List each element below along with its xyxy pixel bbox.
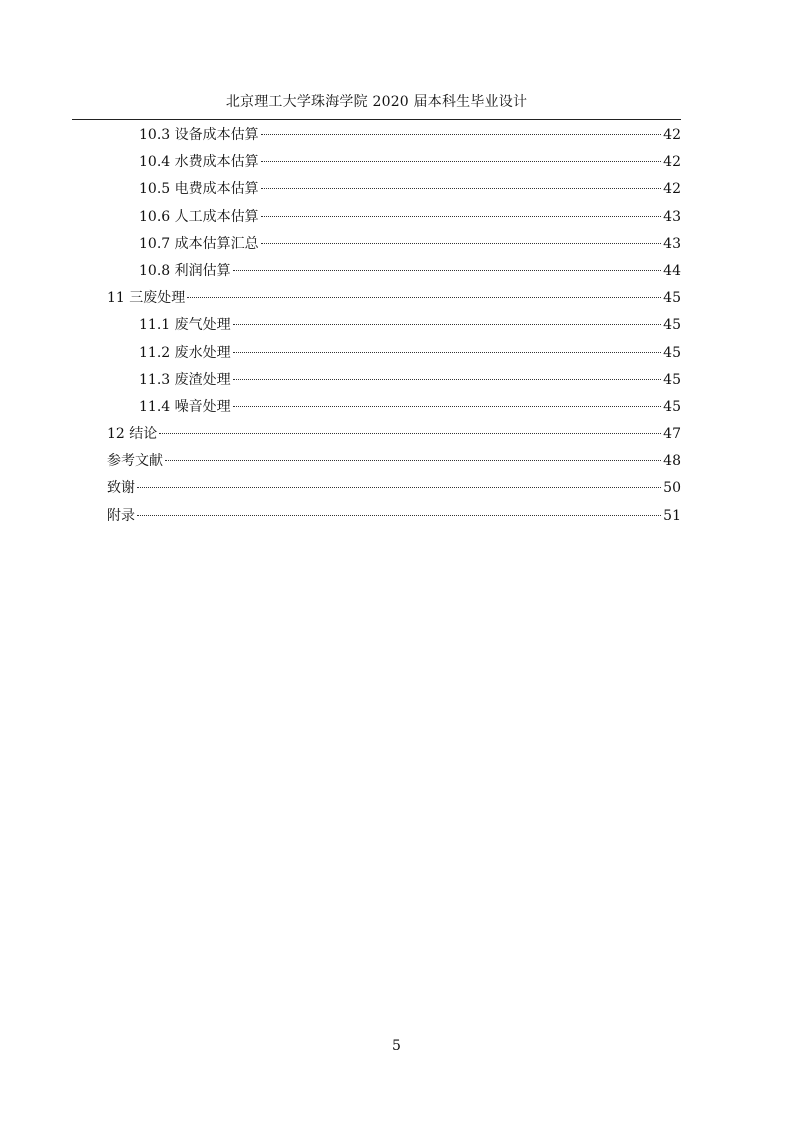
toc-entry-page: 45 xyxy=(663,317,681,334)
toc-dot-leader xyxy=(137,487,661,488)
toc-dot-leader xyxy=(159,433,661,434)
toc-dot-leader xyxy=(233,270,661,271)
toc-dot-leader xyxy=(233,352,661,353)
toc-entry-page: 44 xyxy=(663,262,681,279)
toc-entry-label: 10.6 人工成本估算 xyxy=(139,208,259,225)
toc-entry-page: 42 xyxy=(663,181,681,198)
toc-dot-leader xyxy=(261,243,661,244)
toc-entry[interactable] xyxy=(107,122,681,149)
toc-entry[interactable] xyxy=(107,312,681,339)
toc-entry[interactable] xyxy=(107,204,681,231)
toc-entry-label: 11 三废处理 xyxy=(107,290,186,307)
toc-dot-leader xyxy=(187,297,661,298)
header-divider xyxy=(72,119,681,120)
toc-dot-leader xyxy=(233,324,661,325)
toc-dot-leader xyxy=(137,515,661,516)
toc-entry-page: 42 xyxy=(663,154,681,171)
toc-entry-label: 11.2 废水处理 xyxy=(139,344,231,361)
toc-dot-leader xyxy=(261,161,661,162)
toc-entry-page: 45 xyxy=(663,371,681,388)
toc-entry-label: 11.4 噪音处理 xyxy=(139,398,231,415)
toc-entry-label: 参考文献 xyxy=(107,453,163,470)
toc-dot-leader xyxy=(233,379,661,380)
toc-entry-label: 10.8 利润估算 xyxy=(139,262,231,279)
toc-entry-page: 42 xyxy=(663,127,681,143)
toc-dot-leader xyxy=(261,216,661,217)
toc-entry-page: 43 xyxy=(663,235,681,252)
toc-entry[interactable] xyxy=(107,285,681,312)
toc-entry-page: 47 xyxy=(663,426,681,443)
toc-dot-leader xyxy=(165,460,661,461)
toc-entry[interactable] xyxy=(107,421,681,448)
toc-entry[interactable] xyxy=(107,394,681,421)
page-number: 5 xyxy=(392,1038,401,1054)
toc-entry-page: 45 xyxy=(663,398,681,415)
toc-entry-label: 12 结论 xyxy=(107,426,158,443)
toc-entry[interactable] xyxy=(107,475,681,502)
toc-entry[interactable] xyxy=(107,231,681,258)
toc-entry[interactable] xyxy=(107,503,681,530)
table-of-contents xyxy=(107,122,681,530)
toc-entry-label: 10.5 电费成本估算 xyxy=(139,181,259,198)
toc-entry-label: 11.3 废渣处理 xyxy=(139,371,231,388)
toc-entry-label: 10.3 设备成本估算 xyxy=(139,127,259,143)
toc-entry-page: 48 xyxy=(663,453,681,470)
toc-entry-page: 43 xyxy=(663,208,681,225)
toc-entry-label: 附录 xyxy=(107,507,135,524)
toc-entry[interactable] xyxy=(107,448,681,475)
toc-entry-page: 50 xyxy=(663,480,681,497)
toc-entry-page: 51 xyxy=(663,507,681,524)
toc-entry-label: 10.4 水费成本估算 xyxy=(139,154,259,171)
toc-entry-label: 致谢 xyxy=(107,480,135,497)
toc-entry[interactable] xyxy=(107,340,681,367)
toc-dot-leader xyxy=(233,406,661,407)
toc-dot-leader xyxy=(261,134,661,135)
toc-entry[interactable] xyxy=(107,149,681,176)
toc-entry-page: 45 xyxy=(663,290,681,307)
toc-entry[interactable] xyxy=(107,367,681,394)
toc-entry[interactable] xyxy=(107,258,681,285)
toc-entry-label: 11.1 废气处理 xyxy=(139,317,231,334)
toc-entry[interactable] xyxy=(107,176,681,203)
running-header: 北京理工大学珠海学院 2020 届本科生毕业设计 xyxy=(225,94,528,110)
toc-entry-label: 10.7 成本估算汇总 xyxy=(139,235,259,252)
toc-entry-page: 45 xyxy=(663,344,681,361)
toc-dot-leader xyxy=(261,188,661,189)
